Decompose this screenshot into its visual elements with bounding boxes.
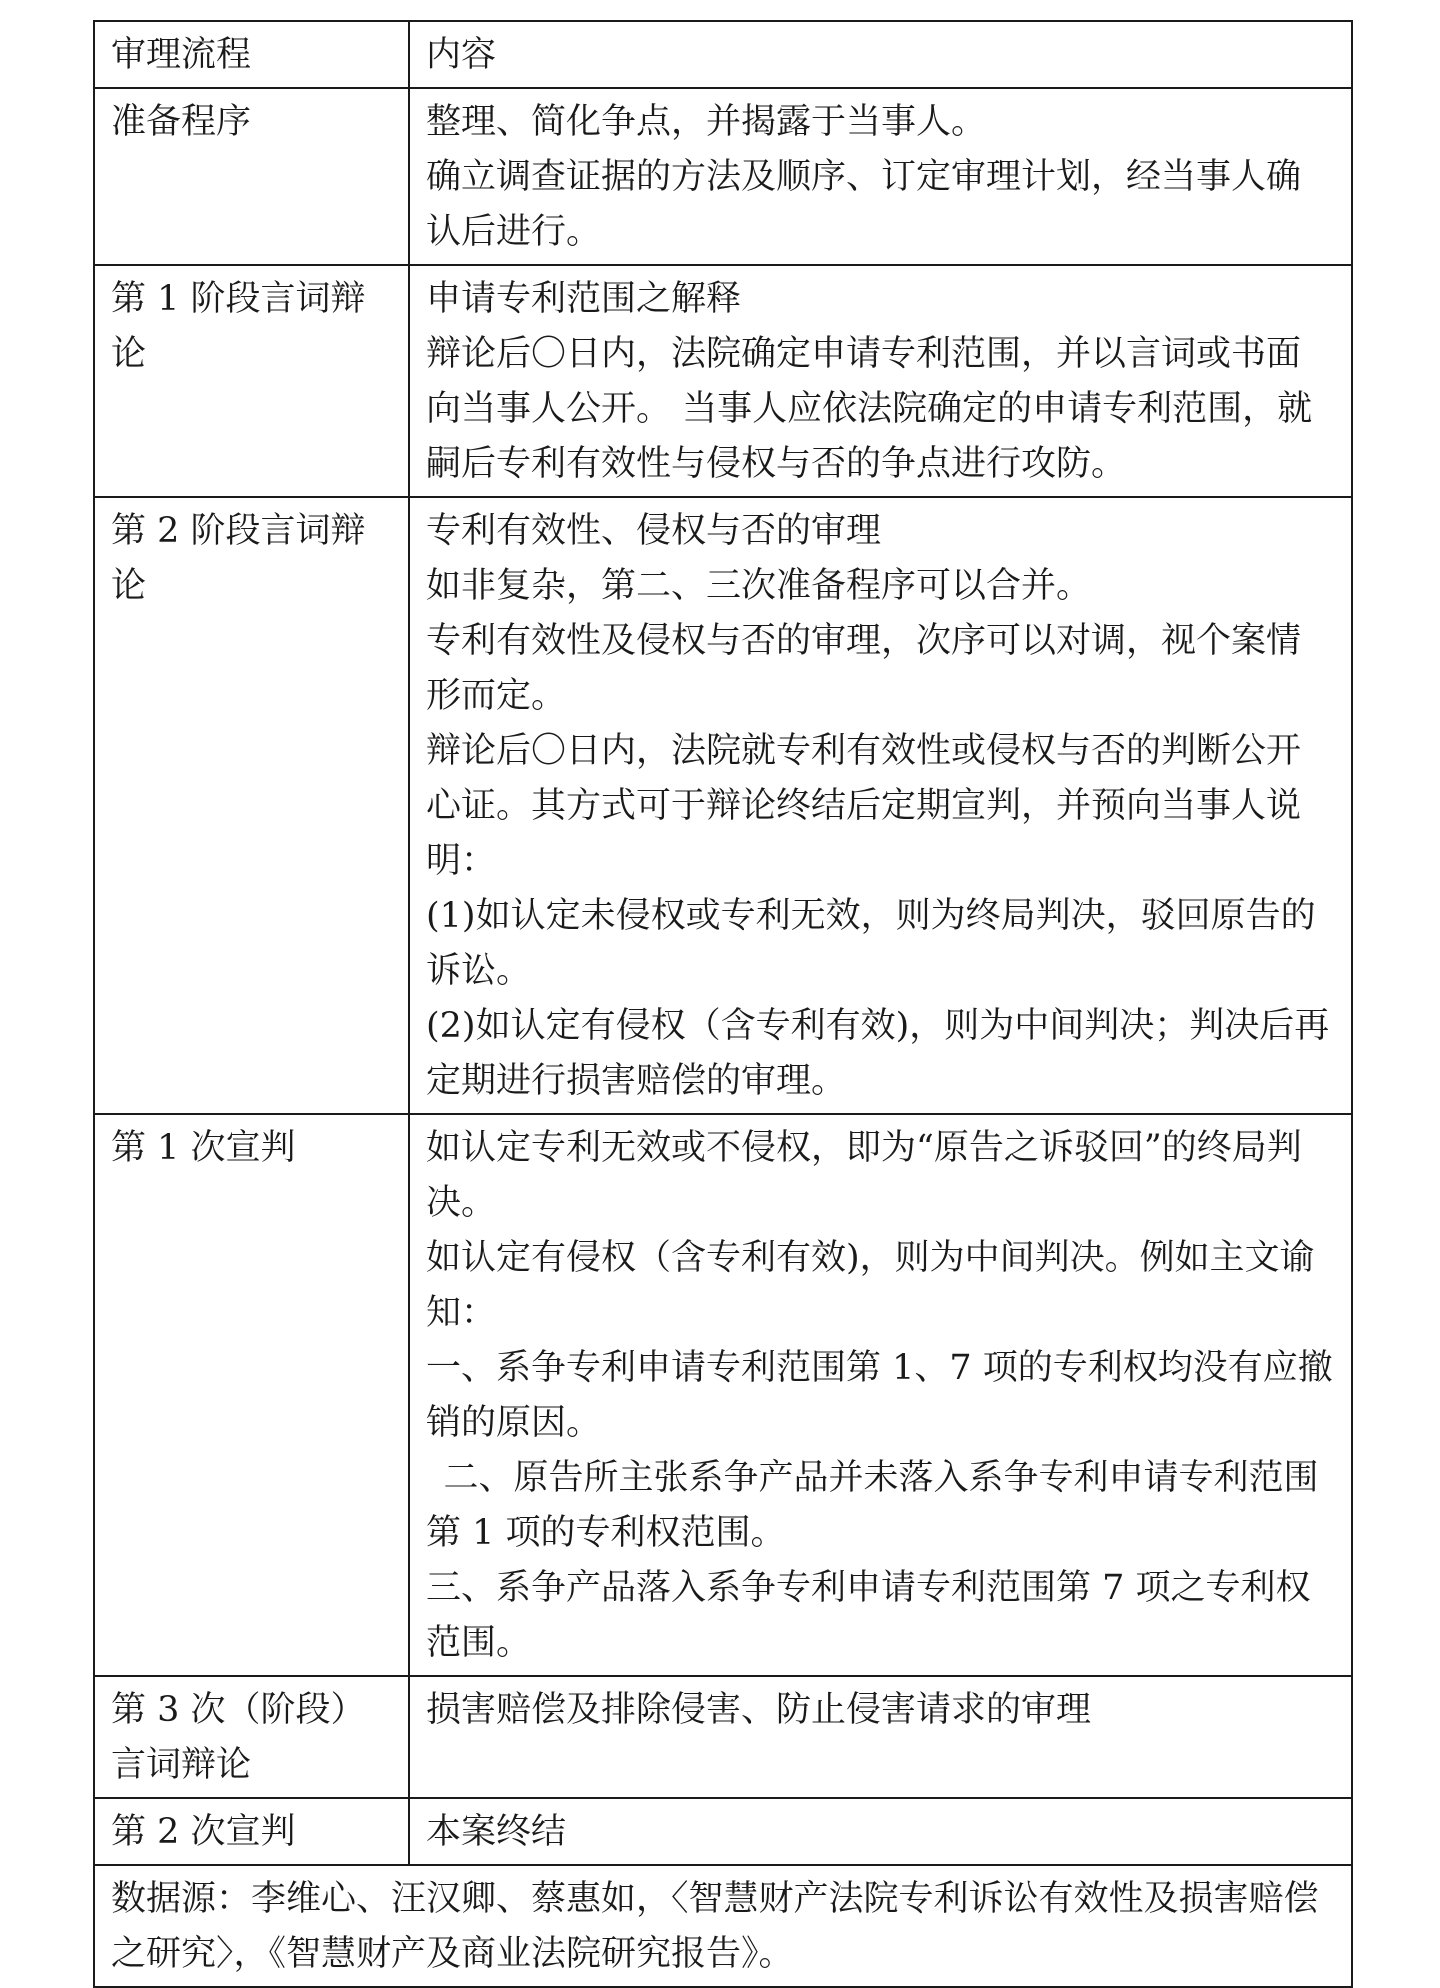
row-stage: 第 2 次宣判 [94, 1798, 409, 1865]
row-content [409, 1114, 1352, 1676]
content-line: 一、系争专利申请专利范围第 1、7 项的专利权均没有应撤销的原因。 [426, 1348, 1333, 1443]
table-row [94, 1114, 1352, 1676]
content-line: 如非复杂，第二、三次准备程序可以合并。 [426, 566, 1092, 606]
content-line: 本案终结 [426, 1812, 567, 1852]
content-line: 确立调查证据的方法及顺序、订定审理计划，经当事人确认后进行。 [426, 157, 1302, 252]
row-content [409, 497, 1352, 1114]
content-line: (2)如认定有侵权（含专利有效)，则为中间判决；判决后再定期进行损害赔偿的审理。 [426, 1006, 1330, 1101]
table-row [94, 497, 1352, 1114]
row-stage: 第 1 阶段言词辩论 [94, 265, 409, 497]
content-line: 三、系争产品落入系争专利申请专利范围第 7 项之专利权范围。 [426, 1568, 1311, 1663]
table-row [94, 88, 1352, 265]
table-header-row [94, 21, 1352, 88]
header-content: 内容 [409, 21, 1352, 88]
table-row [94, 1676, 1352, 1798]
row-stage: 第 1 次宣判 [94, 1114, 409, 1676]
content-line: 辩论后〇日内，法院就专利有效性或侵权与否的判断公开心证。其方式可于辩论终结后定期宣判，并预向当事人说明： [426, 731, 1302, 881]
source-note: 数据源：李维心、汪汉卿、蔡惠如，〈智慧财产法院专利诉讼有效性及损害赔偿之研究〉，《智慧财产及商业法院研究报告》。 [94, 1865, 1352, 1987]
table-row [94, 265, 1352, 497]
content-line: 专利有效性及侵权与否的审理，次序可以对调，视个案情形而定。 [426, 621, 1302, 716]
content-line: 申请专利范围之解释 [426, 279, 742, 319]
content-line: 损害赔偿及排除侵害、防止侵害请求的审理 [426, 1690, 1092, 1730]
content-line: (1)如认定未侵权或专利无效，则为终局判决，驳回原告的诉讼。 [426, 896, 1316, 991]
row-content [409, 1676, 1352, 1798]
row-stage: 第 2 阶段言词辩论 [94, 497, 409, 1114]
row-stage: 第 3 次（阶段）言词辩论 [94, 1676, 409, 1798]
procedure-table [93, 20, 1353, 1988]
table-row [94, 1798, 1352, 1865]
row-content [409, 88, 1352, 265]
content-line: 二、原告所主张系争产品并未落入系争专利申请专利范围第 1 项的专利权范围。 [426, 1458, 1319, 1553]
content-line: 专利有效性、侵权与否的审理 [426, 511, 882, 551]
content-line: 整理、简化争点，并揭露于当事人。 [426, 102, 987, 142]
source-row [94, 1865, 1352, 1987]
content-line: 如认定专利无效或不侵权，即为“原告之诉驳回”的终局判决。 [426, 1128, 1302, 1223]
row-content [409, 265, 1352, 497]
row-stage: 准备程序 [94, 88, 409, 265]
row-content [409, 1798, 1352, 1865]
content-line: 辩论后〇日内，法院确定申请专利范围，并以言词或书面向当事人公开。 当事人应依法院确定的申请专利范围，就嗣后专利有效性与侵权与否的争点进行攻防。 [426, 334, 1313, 484]
header-stage: 审理流程 [94, 21, 409, 88]
content-line: 如认定有侵权（含专利有效)，则为中间判决。例如主文谕知： [426, 1238, 1315, 1333]
